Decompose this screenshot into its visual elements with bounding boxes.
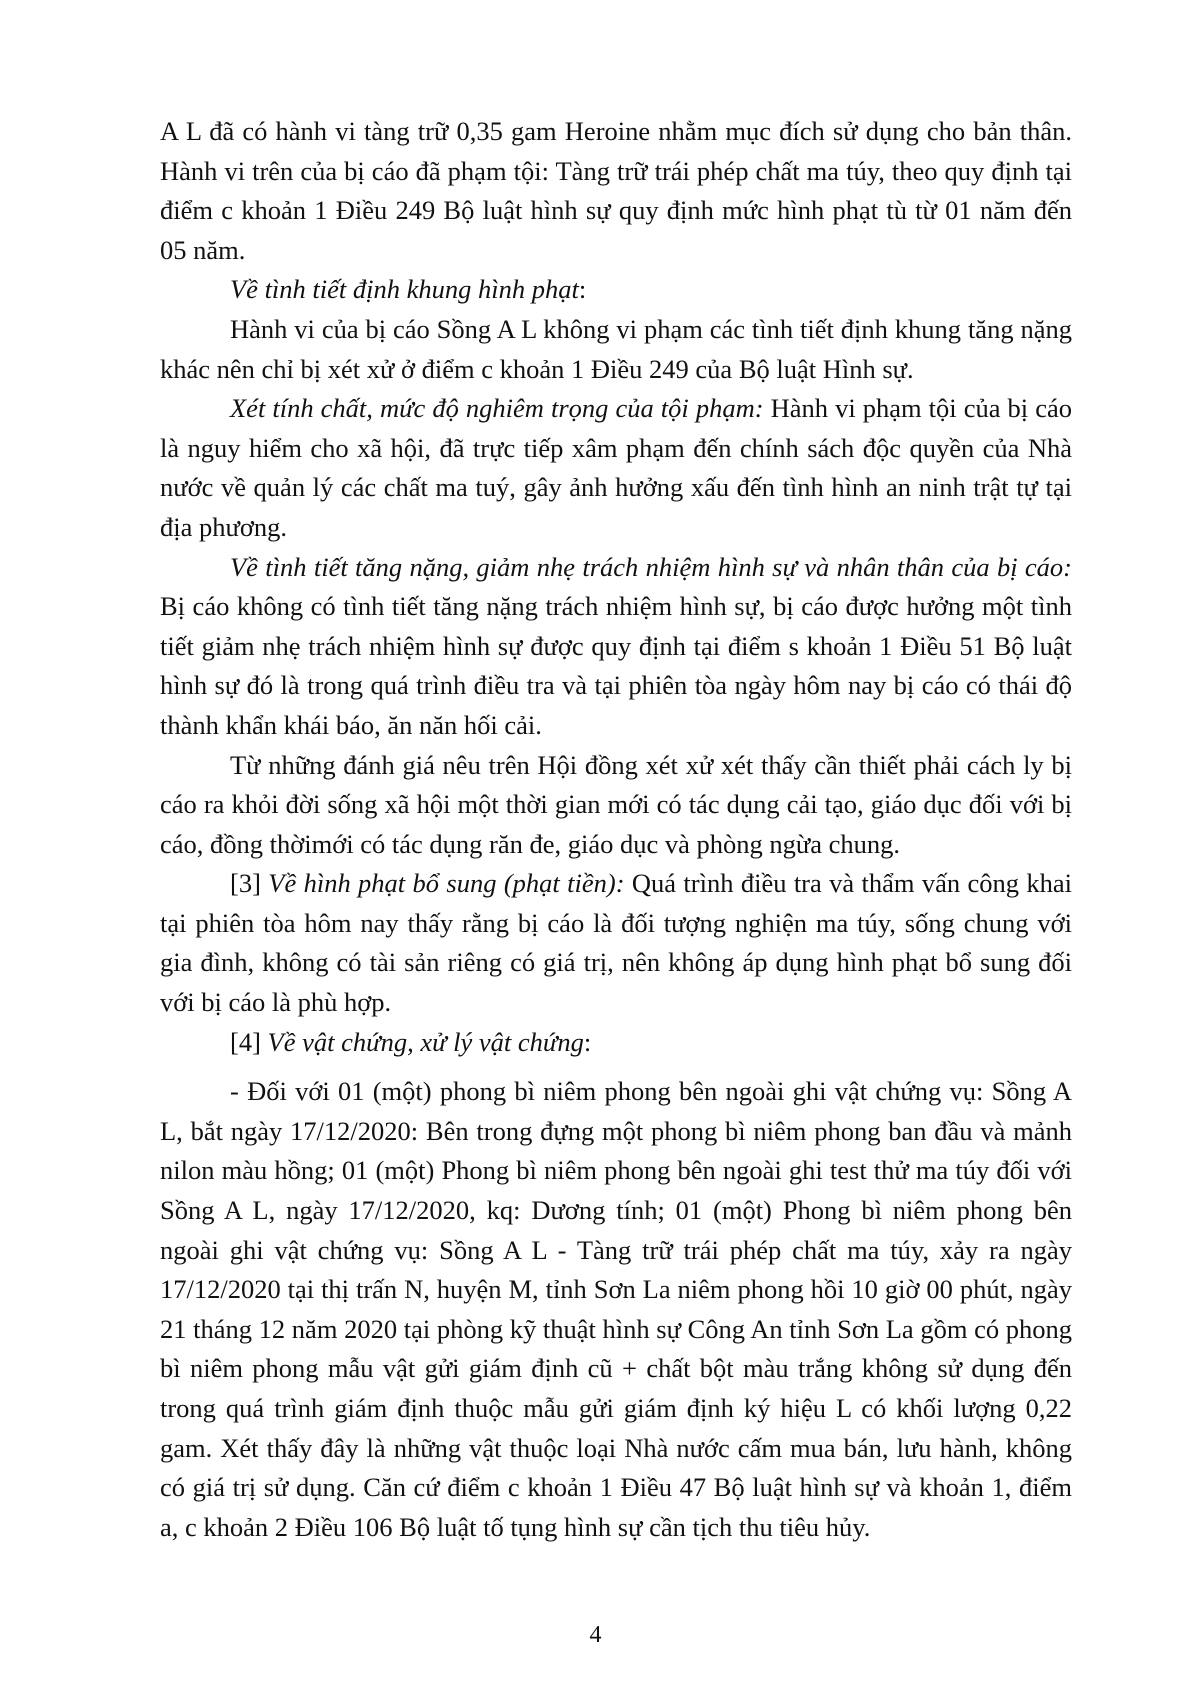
- paragraph-additional-penalty: [160, 864, 1072, 1022]
- section-heading: Về tình tiết định khung hình phạt: [230, 274, 579, 305]
- paragraph-mitigating-factors: [160, 548, 1072, 746]
- paragraph-text: A L đã có hành vi tàng trữ 0,35 gam Heroine nhằm mục đích sử dụng cho bản thân. Hành vi trên của bị cáo đã phạm tội: Tàng trữ trái phép chất ma túy, theo quy định tại điểm c khoản 1 Điều 249 Bộ luật hình sự quy định mức hình phạt tù từ 01 năm đến 05 năm.: [160, 116, 1072, 265]
- document-page: [160, 112, 1072, 1547]
- paragraph-offense-summary: [160, 112, 1072, 270]
- paragraph-evidence-handling: [160, 1072, 1072, 1547]
- paragraph-text: :: [578, 274, 587, 305]
- page-number: 4: [589, 1622, 602, 1648]
- section-heading: Về vật chứng, xử lý vật chứng: [267, 1026, 584, 1057]
- paragraph-severity: [160, 389, 1072, 547]
- section-heading: Xét tính chất, mức độ nghiêm trọng của tội phạm:: [230, 393, 764, 424]
- section-heading: Về hình phạt bổ sung (phạt tiền):: [268, 868, 625, 899]
- paragraph-text: Từ những đánh giá nêu trên Hội đồng xét xử xét thấy cần thiết phải cách ly bị cáo ra khỏi đời sống xã hội một thời gian mới có tác dụng cải tạo, giáo dục đối với bị cáo, đồng thờimới có tác dụng răn đe, giáo dục và phòng ngừa chung.: [160, 749, 1072, 859]
- paragraph-text: Bị cáo không có tình tiết tăng nặng trách nhiệm hình sự, bị cáo được hưởng một tình tiết giảm nhẹ trách nhiệm hình sự được quy định tại điểm s khoản 1 Điều 51 Bộ luật hình sự đó là trong quá trình điều tra và tại phiên tòa ngày hôm nay bị cáo có thái độ thành khẩn khái báo, ăn năn hối cải.: [160, 591, 1072, 740]
- paragraph-text: :: [583, 1026, 592, 1057]
- paragraph-text: - Đối với 01 (một) phong bì niêm phong bên ngoài ghi vật chứng vụ: Sồng A L, bắt ngày 17/12/2020: Bên trong đựng một phong bì niêm phong ban đầu và mảnh nilon màu hồng; 01 (một) Phong bì niêm phong bên ngoài ghi test thử ma túy đối với Sồng A L, ngày 17/12/2020, kq: Dương tính; 01 (một) Phong bì niêm phong bên ngoài ghi vật chứng vụ: Sồng A L - Tàng trữ trái phép chất ma túy, xảy ra ngày 17/12/2020 tại thị trấn N, huyện M, tỉnh Sơn La niêm phong hồi 10 giờ 00 phút, ngày 21 tháng 12 năm 2020 tại phòng kỹ thuật hình sự Công An tỉnh Sơn La gồm có phong bì niêm phong mẫu vật gửi giám định cũ + chất bột màu trắng không sử dụng đến trong quá trình giám định thuộc mẫu gửi giám định ký hiệu L có khối lượng 0,22 gam. Xét thấy đây là những vật thuộc loại Nhà nước cấm mua bán, lưu hành, không có giá trị sử dụng. Căn cứ điểm c khoản 1 Điều 47 Bộ luật hình sự và khoản 1, điểm a, c khoản 2 Điều 106 Bộ luật tố tụng hình sự cần tịch thu tiêu hủy.: [160, 1076, 1072, 1542]
- paragraph-assessment: [160, 746, 1072, 865]
- section-number: [4]: [230, 1026, 268, 1057]
- paragraph-text: Hành vi phạm tội của bị cáo là nguy hiểm cho xã hội, đã trực tiếp xâm phạm đến chính sách độc quyền của Nhà nước về quản lý các chất ma tuý, gây ảnh hưởng xấu đến tình hình an ninh trật tự tại địa phương.: [160, 393, 1072, 542]
- paragraph-penalty-frame-heading: [160, 270, 1072, 310]
- section-heading: Về tình tiết tăng nặng, giảm nhẹ trách nhiệm hình sự và nhân thân của bị cáo:: [230, 551, 1072, 582]
- paragraph-evidence-heading: [160, 1023, 1072, 1063]
- paragraph-text: Quá trình điều tra và thẩm vấn công khai tại phiên tòa hôm nay thấy rằng bị cáo là đối tượng nghiện ma túy, sống chung với gia đình, không có tài sản riêng có giá trị, nên không áp dụng hình phạt bổ sung đối với bị cáo là phù hợp.: [160, 868, 1072, 1018]
- paragraph-penalty-frame: [160, 310, 1072, 389]
- paragraph-text: Hành vi của bị cáo Sồng A L không vi phạm các tình tiết định khung tăng nặng khác nên chỉ bị xét xử ở điểm c khoản 1 Điều 249 của Bộ luật Hình sự.: [160, 313, 1072, 384]
- section-number: [3]: [230, 868, 269, 899]
